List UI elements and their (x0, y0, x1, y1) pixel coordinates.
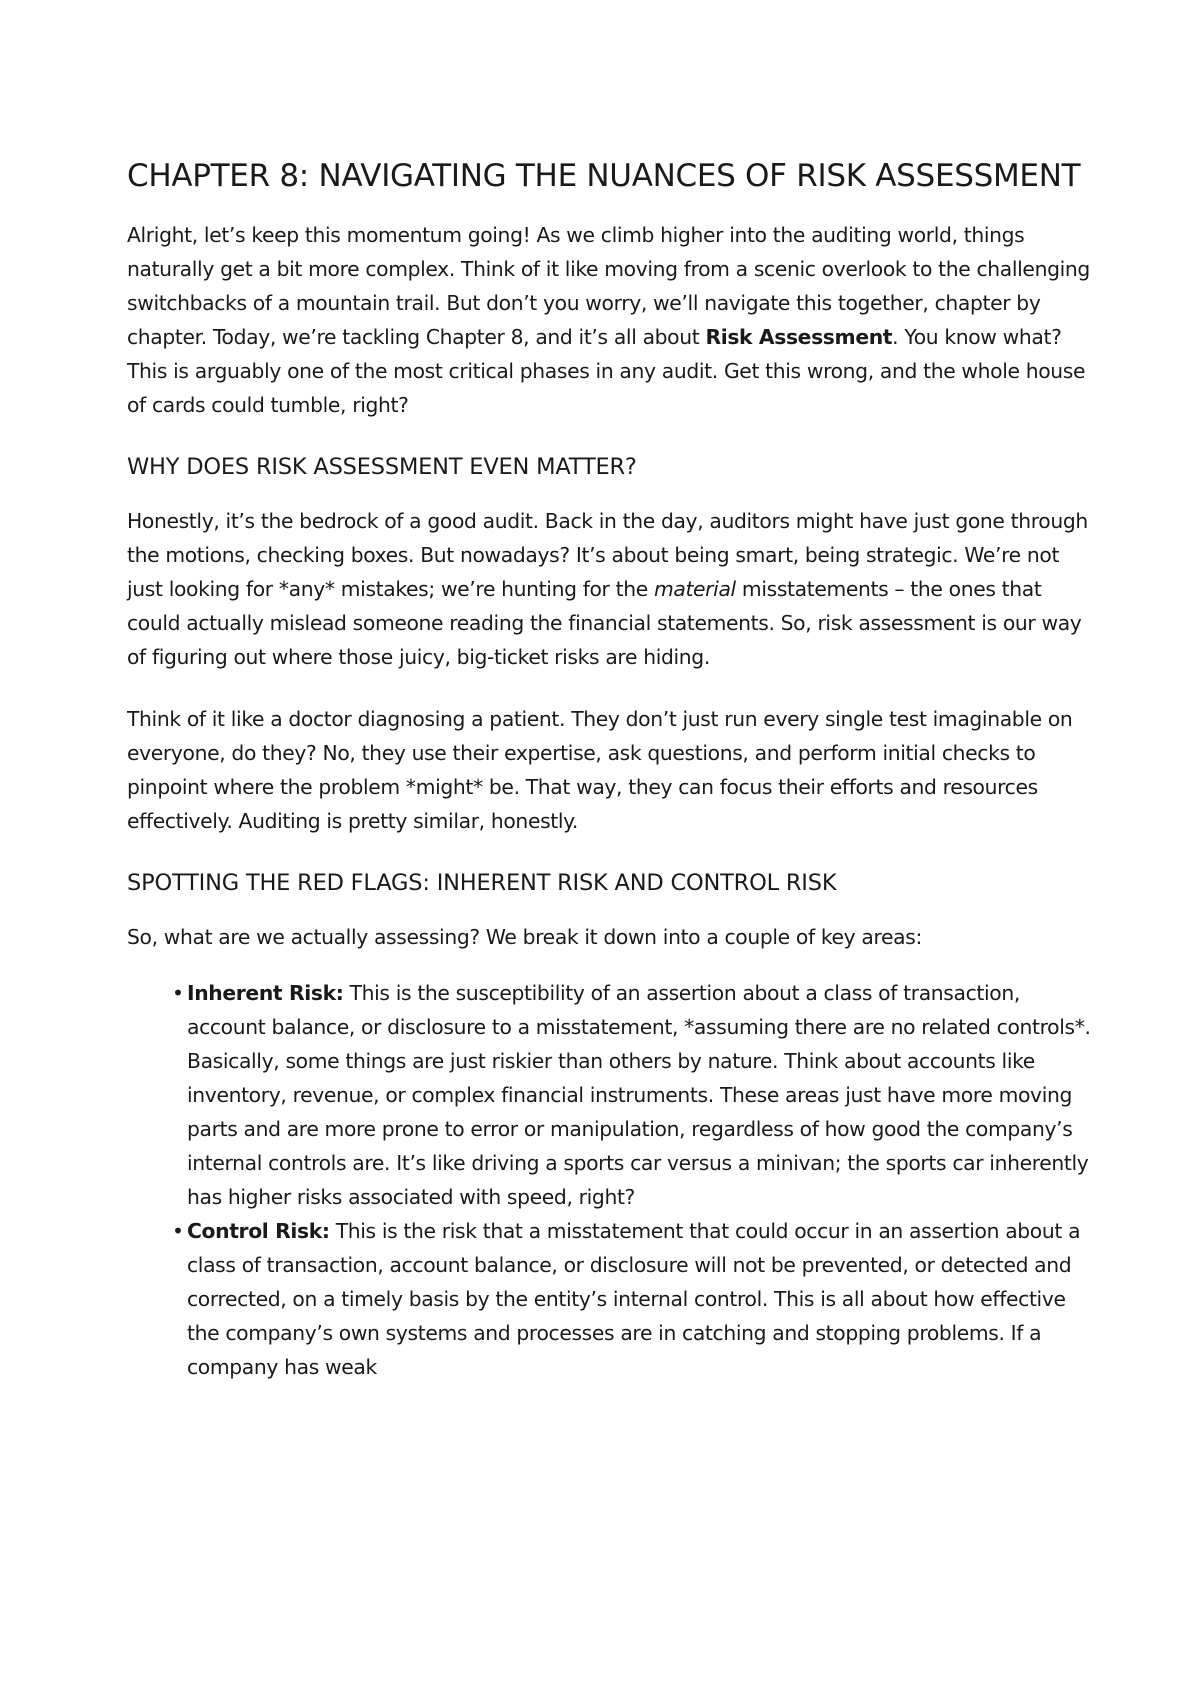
section1-p1-italic: material (653, 577, 736, 601)
list-item-term: Inherent Risk: (187, 981, 344, 1005)
list-item-term: Control Risk: (187, 1219, 330, 1243)
chapter-title: CHAPTER 8: NAVIGATING THE NUANCES OF RISK ASSESSMENT (127, 158, 1081, 194)
bullet-icon: • (172, 1219, 184, 1243)
section-heading-why-risk-assessment: WHY DOES RISK ASSESSMENT EVEN MATTER? (127, 454, 637, 480)
section-heading-red-flags: SPOTTING THE RED FLAGS: INHERENT RISK AND CONTROL RISK (127, 870, 837, 896)
intro-bold-term: Risk Assessment (705, 325, 893, 349)
section2-intro: So, what are we actually assessing? We break it down into a couple of key areas: (127, 925, 922, 949)
list-item-control-risk (172, 1214, 1092, 1384)
intro-text-1: Alright, let’s keep this momentum going! As we climb higher into the auditing world, things naturally get a bit more complex. Think of it like moving from a scenic overlook to the challenging switchbacks of a mountain trail. But don’t you worry, we’ll navigate this together, chapter by chapter. Today, we’re tackling Chapter 8, and it’s all about (127, 223, 1090, 349)
intro-paragraph (127, 218, 1092, 422)
document-page (127, 148, 1092, 1384)
section1-paragraph-2: Think of it like a doctor diagnosing a patient. They don’t just run every single test imaginable on everyone, do they? No, they use their expertise, ask questions, and perform initial checks to pinpoint where the problem *might* be. That way, they can focus their efforts and resources effectively. Auditing is pretty similar, honestly. (127, 707, 1073, 833)
list-item-text: This is the risk that a misstatement that could occur in an assertion about a class of transaction, account balance, or disclosure will not be prevented, or detected and corrected, on a timely basis by the entity’s internal control. This is all about how effective the company’s own systems and processes are in catching and stopping problems. If a company has weak (187, 1219, 1081, 1379)
list-item-text: This is the susceptibility of an assertion about a class of transaction, account balance, or disclosure to a misstatement, *assuming there are no related controls*. Basically, some things are just riskier than others by nature. Think about accounts like inventory, revenue, or complex financial instruments. These areas just have more moving parts and are more prone to error or manipulation, regardless of how good the company’s internal controls are. It’s like driving a sports car versus a minivan; the sports car inherently has higher risks associated with speed, right? (187, 981, 1091, 1209)
section1-paragraph-1 (127, 504, 1092, 674)
section1-p1-text-2: misstatements – the ones that could actually mislead someone reading the financial statements. So, risk assessment is our way of figuring out where those juicy, big-ticket risks are hiding. (127, 577, 1082, 669)
list-item-inherent-risk (172, 976, 1092, 1214)
bullet-icon: • (172, 981, 184, 1005)
section1-p1-text-1: Honestly, it’s the bedrock of a good audit. Back in the day, auditors might have just gone through the motions, checking boxes. But nowadays? It’s about being smart, being strategic. We’re not just looking for *any* mistakes; we’re hunting for the (127, 509, 1088, 601)
intro-text-2: . You know what? This is arguably one of the most critical phases in any audit. Get this wrong, and the whole house of cards could tumble, right? (127, 325, 1086, 417)
risk-types-list (127, 976, 1092, 1384)
